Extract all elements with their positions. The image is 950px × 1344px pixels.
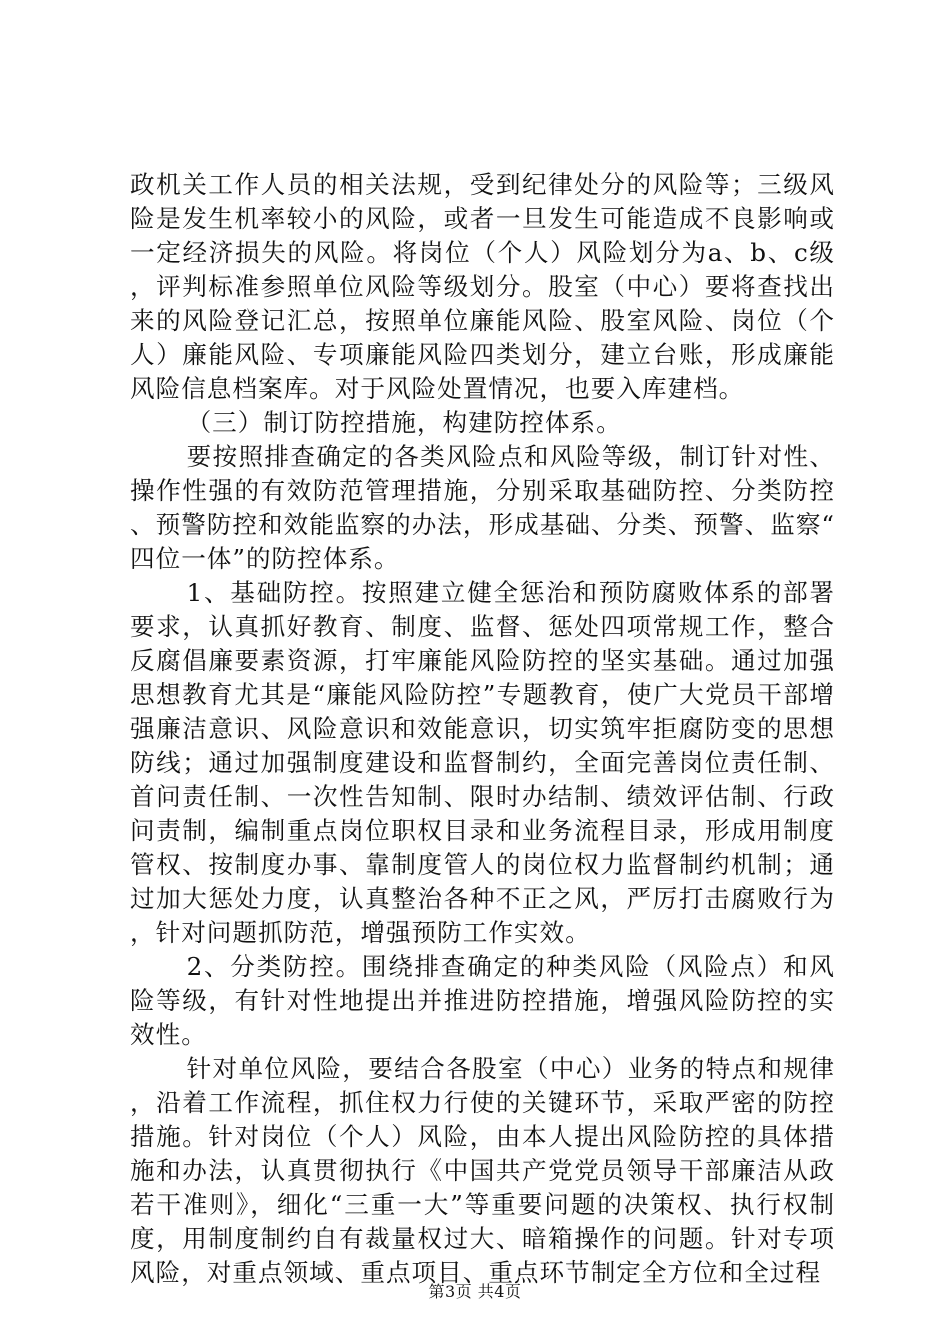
paragraph-risk-levels: 政机关工作人员的相关法规，受到纪律处分的风险等；三级风险是发生机率较小的风险，或者一旦发生可能造成不良影响或一定经济损失的风险。将岗位（个人）风险划分为a、b、c级，评判标准参照单位风险等级划分。股室（中心）要将查找出来的风险登记汇总，按照单位廉能风险、股室风险、岗位（个人）廉能风险、专项廉能风险四类划分，建立台账，形成廉能风险信息档案库。对于风险处置情况，也要入库建档。	[130, 170, 835, 403]
document-body	[130, 168, 835, 1290]
section-heading-prevention-measures: （三）制订防控措施，构建防控体系。	[186, 408, 622, 437]
paragraph-basic-prevention: 1、基础防控。按照建立健全惩治和预防腐败体系的部署要求，认真抓好教育、制度、监督、惩处四项常规工作，整合反腐倡廉要素资源，打牢廉能风险防控的坚实基础。通过加强思想教育尤其是“廉能风险防控”专题教育，使广大党员干部增强廉洁意识、风险意识和效能意识，切实筑牢拒腐防变的思想防线；通过加强制度建设和监督制约，全面完善岗位责任制、首问责任制、一次性告知制、限时办结制、绩效评估制、行政问责制，编制重点岗位职权目录和业务流程目录，形成用制度管权、按制度办事、靠制度管人的岗位权力监督制约机制；通过加大惩处力度，认真整治各种不正之风，严厉打击腐败行为，针对问题抓防范，增强预防工作实效。	[130, 578, 835, 947]
paragraph-category-prevention: 2、分类防控。围绕排查确定的种类风险（风险点）和风险等级，有针对性地提出并推进防控措施，增强风险防控的实效性。	[130, 952, 835, 1049]
page-footer: 第3页 共4页	[428, 1282, 522, 1301]
paragraph-unit-risk-measures: 针对单位风险，要结合各股室（中心）业务的特点和规律，沿着工作流程，抓住权力行使的关键环节，采取严密的防控措施。针对岗位（个人）风险，由本人提出风险防控的具体措施和办法，认真贯彻执行《中国共产党党员领导干部廉洁从政若干准则》，细化“三重一大”等重要问题的决策权、执行权制度，用制度制约自有裁量权过大、暗箱操作的问题。针对专项风险，对重点领域、重点项目、重点环节制定全方位和全过程	[130, 1054, 835, 1287]
paragraph-prevention-system: 要按照排查确定的各类风险点和风险等级，制订针对性、操作性强的有效防范管理措施，分别采取基础防控、分类防控、预警防控和效能监察的办法，形成基础、分类、预警、监察“四位一体”的防控体系。	[130, 442, 835, 573]
